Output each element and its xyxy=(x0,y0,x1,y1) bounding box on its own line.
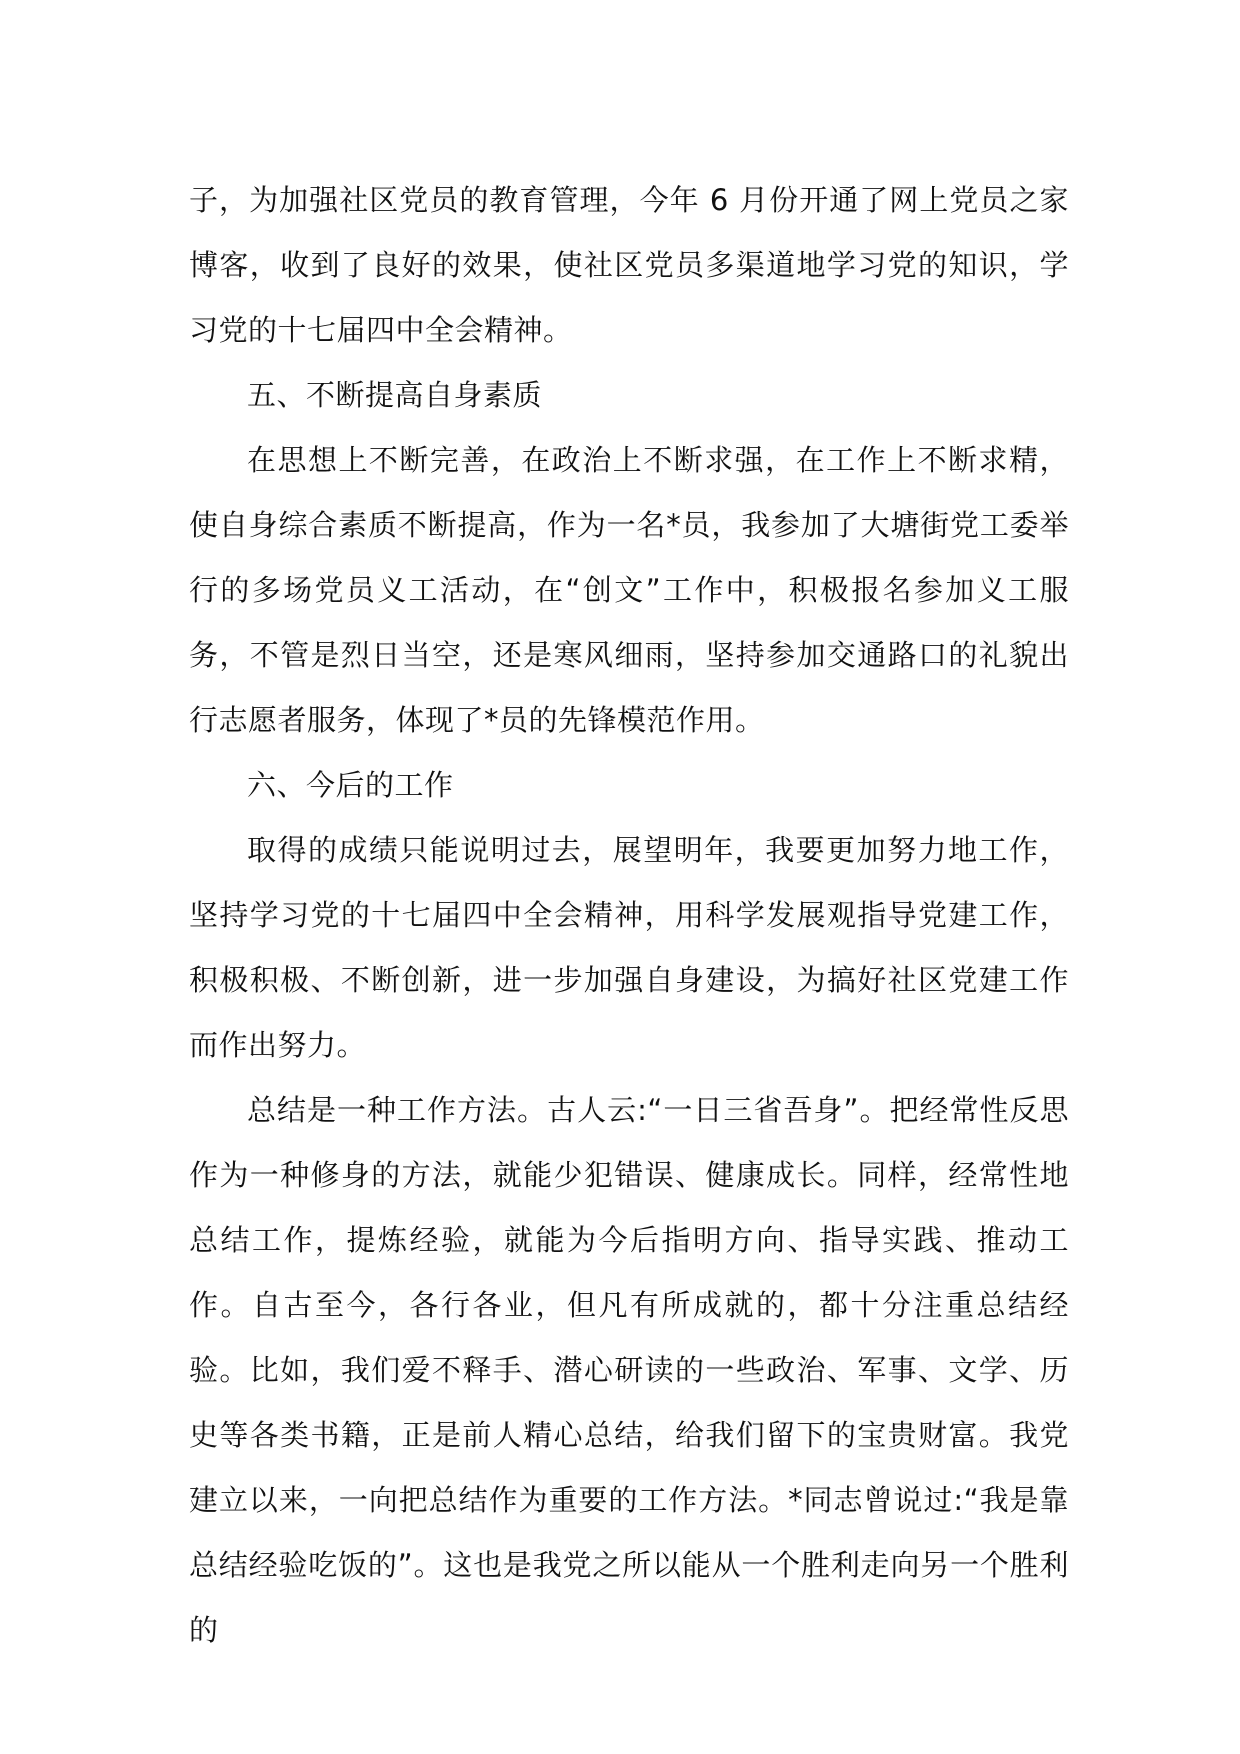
section-heading-5: 五、不断提高自身素质 xyxy=(247,378,543,412)
section-heading-6: 六、今后的工作 xyxy=(247,768,454,802)
paragraph-self-improvement: 在思想上不断完善，在政治上不断求强，在工作上不断求精，使自身综合素质不断提高，作为一名*员，我参加了大塘街党工委举行的多场党员义工活动，在“创文”工作中，积极报名参加义工服务，不管是烈日当空，还是寒风细雨，坚持参加交通路口的礼貌出行志愿者服务，体现了*员的先锋模范作用。 xyxy=(189,443,1069,737)
paragraph-summary-method: 总结是一种工作方法。古人云:“一日三省吾身”。把经常性反思作为一种修身的方法，就能少犯错误、健康成长。同样，经常性地总结工作，提炼经验，就能为今后指明方向、指导实践、推动工作。自古至今，各行各业，但凡有所成就的，都十分注重总结经验。比如，我们爱不释手、潜心研读的一些政治、军事、文学、历史等各类书籍，正是前人精心总结，给我们留下的宝贵财富。我党建立以来，一向把总结作为重要的工作方法。*同志曾说过:“我是靠总结经验吃饭的”。这也是我党之所以能从一个胜利走向另一个胜利的 xyxy=(189,1093,1069,1647)
document-body xyxy=(189,168,1069,1663)
paragraph-future-work: 取得的成绩只能说明过去，展望明年，我要更加努力地工作，坚持学习党的十七届四中全会精神，用科学发展观指导党建工作，积极积极、不断创新，进一步加强自身建设，为搞好社区党建工作而作出努力。 xyxy=(189,833,1069,1062)
paragraph-continuation: 子，为加强社区党员的教育管理，今年 6 月份开通了网上党员之家博客，收到了良好的效果，使社区党员多渠道地学习党的知识，学习党的十七届四中全会精神。 xyxy=(189,183,1069,347)
